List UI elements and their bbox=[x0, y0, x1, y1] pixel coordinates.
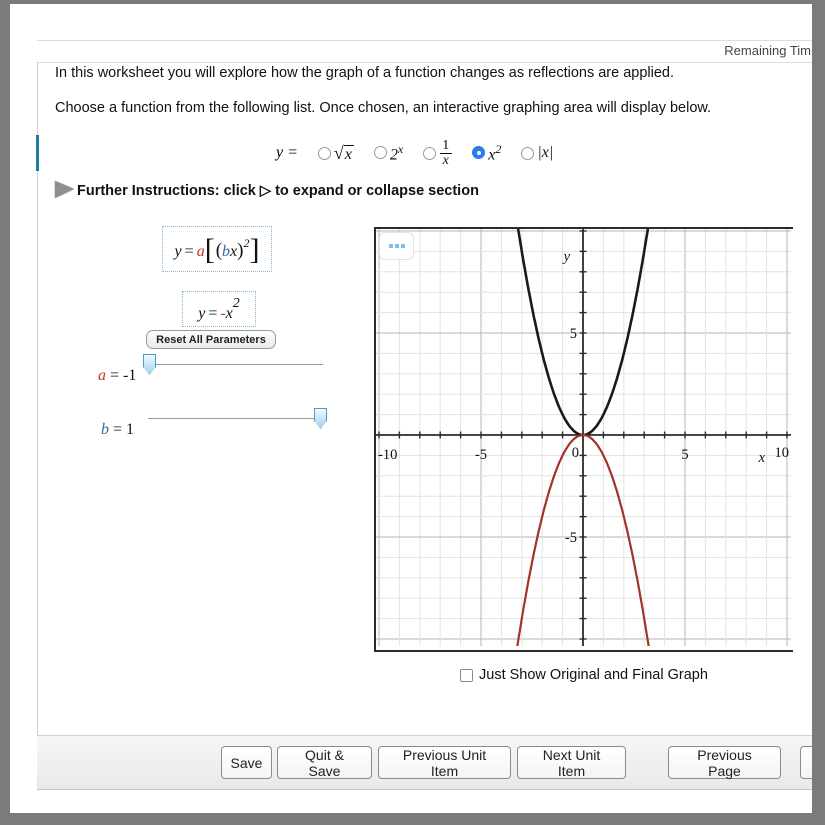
previous-page-button[interactable]: Previous Page bbox=[668, 746, 781, 779]
show-final-graph-checkbox[interactable] bbox=[460, 669, 473, 682]
chooser-prefix: y = bbox=[276, 144, 298, 161]
option-x-squared[interactable] bbox=[472, 142, 501, 164]
current-formula: y = -x2 bbox=[198, 295, 240, 322]
svg-text:x: x bbox=[758, 450, 765, 466]
current-formula-box bbox=[182, 291, 256, 327]
ellipsis-dot-icon bbox=[401, 244, 405, 248]
slider-a-track[interactable] bbox=[152, 364, 323, 365]
quit-and-save-button[interactable]: Quit & Save bbox=[277, 746, 372, 779]
svg-text:5: 5 bbox=[569, 326, 577, 342]
top-divider bbox=[37, 40, 812, 41]
frac-denominator: x bbox=[440, 153, 452, 168]
label-sqrt-x bbox=[334, 143, 354, 164]
svg-text:-10: -10 bbox=[378, 447, 398, 463]
previous-unit-item-button[interactable]: Previous Unit Item bbox=[378, 746, 511, 779]
slider-b-handle[interactable] bbox=[314, 408, 327, 429]
slider-a-label: a = -1 bbox=[98, 367, 137, 384]
svg-text:-5: -5 bbox=[564, 530, 577, 546]
sq-base: x bbox=[488, 146, 496, 164]
radicand: x bbox=[344, 145, 352, 163]
radio-x-squared[interactable] bbox=[472, 146, 485, 159]
radio-two-pow-x[interactable] bbox=[374, 146, 387, 159]
label-two-pow-x bbox=[390, 142, 403, 164]
general-formula-box bbox=[162, 226, 272, 272]
exp-base: 2 bbox=[389, 146, 398, 164]
svg-text:-5: -5 bbox=[474, 447, 488, 463]
graph-menu-button[interactable] bbox=[379, 232, 414, 260]
bottom-toolbar bbox=[37, 735, 812, 790]
label-x-squared bbox=[488, 142, 501, 164]
slider-b-label: b = 1 bbox=[101, 421, 135, 438]
svg-text:0: 0 bbox=[571, 445, 579, 461]
further-instructions-header[interactable]: Further Instructions: click ▷ to expand or collapse section bbox=[77, 183, 479, 199]
radical-sign: √ bbox=[333, 142, 344, 163]
left-accent-bar bbox=[36, 135, 39, 171]
intro-paragraph-1: In this worksheet you will explore how the graph of a function changes as reflections are applied. bbox=[55, 65, 675, 81]
label-one-over-x bbox=[439, 139, 452, 168]
graph-plot-area[interactable] bbox=[374, 227, 793, 652]
frac-numerator: 1 bbox=[442, 137, 450, 153]
option-abs-x[interactable] bbox=[521, 144, 553, 162]
sq-sup: 2 bbox=[495, 141, 502, 156]
svg-text:10: 10 bbox=[774, 445, 789, 461]
slider-b-track[interactable] bbox=[148, 418, 321, 419]
function-graph bbox=[376, 229, 791, 646]
intro-paragraph-2: Choose a function from the following list. Once chosen, an interactive graphing area will display below. bbox=[55, 100, 712, 116]
general-formula: y = a[(bx)$^2$] bbox=[174, 233, 260, 266]
function-chooser bbox=[276, 130, 553, 176]
option-sqrt-x[interactable] bbox=[318, 143, 354, 164]
worksheet-window bbox=[10, 4, 812, 813]
label-abs-x: |x| bbox=[537, 144, 554, 161]
remaining-time-label: Remaining Tim bbox=[724, 43, 811, 58]
option-one-over-x[interactable] bbox=[423, 139, 452, 168]
radio-abs-x[interactable] bbox=[521, 147, 534, 160]
ellipsis-dot-icon bbox=[389, 244, 393, 248]
content-top-divider bbox=[37, 62, 812, 63]
svg-text:5: 5 bbox=[681, 447, 689, 463]
show-final-graph-label: Just Show Original and Final Graph bbox=[479, 667, 708, 683]
next-unit-item-button[interactable]: Next Unit Item bbox=[517, 746, 626, 779]
show-final-graph-option[interactable] bbox=[460, 667, 708, 683]
svg-text:y: y bbox=[563, 249, 570, 265]
exp-sup: x bbox=[397, 141, 404, 156]
radio-sqrt-x[interactable] bbox=[318, 147, 331, 160]
save-button[interactable]: Save bbox=[221, 746, 272, 779]
radio-one-over-x[interactable] bbox=[423, 147, 436, 160]
option-two-pow-x[interactable] bbox=[374, 142, 403, 164]
cutoff-next-page-button[interactable] bbox=[800, 746, 812, 779]
slider-a-handle[interactable] bbox=[143, 354, 156, 375]
reset-all-parameters-button[interactable]: Reset All Parameters bbox=[146, 330, 276, 349]
ellipsis-dot-icon bbox=[395, 244, 399, 248]
expand-collapse-triangle-icon[interactable] bbox=[55, 181, 74, 198]
